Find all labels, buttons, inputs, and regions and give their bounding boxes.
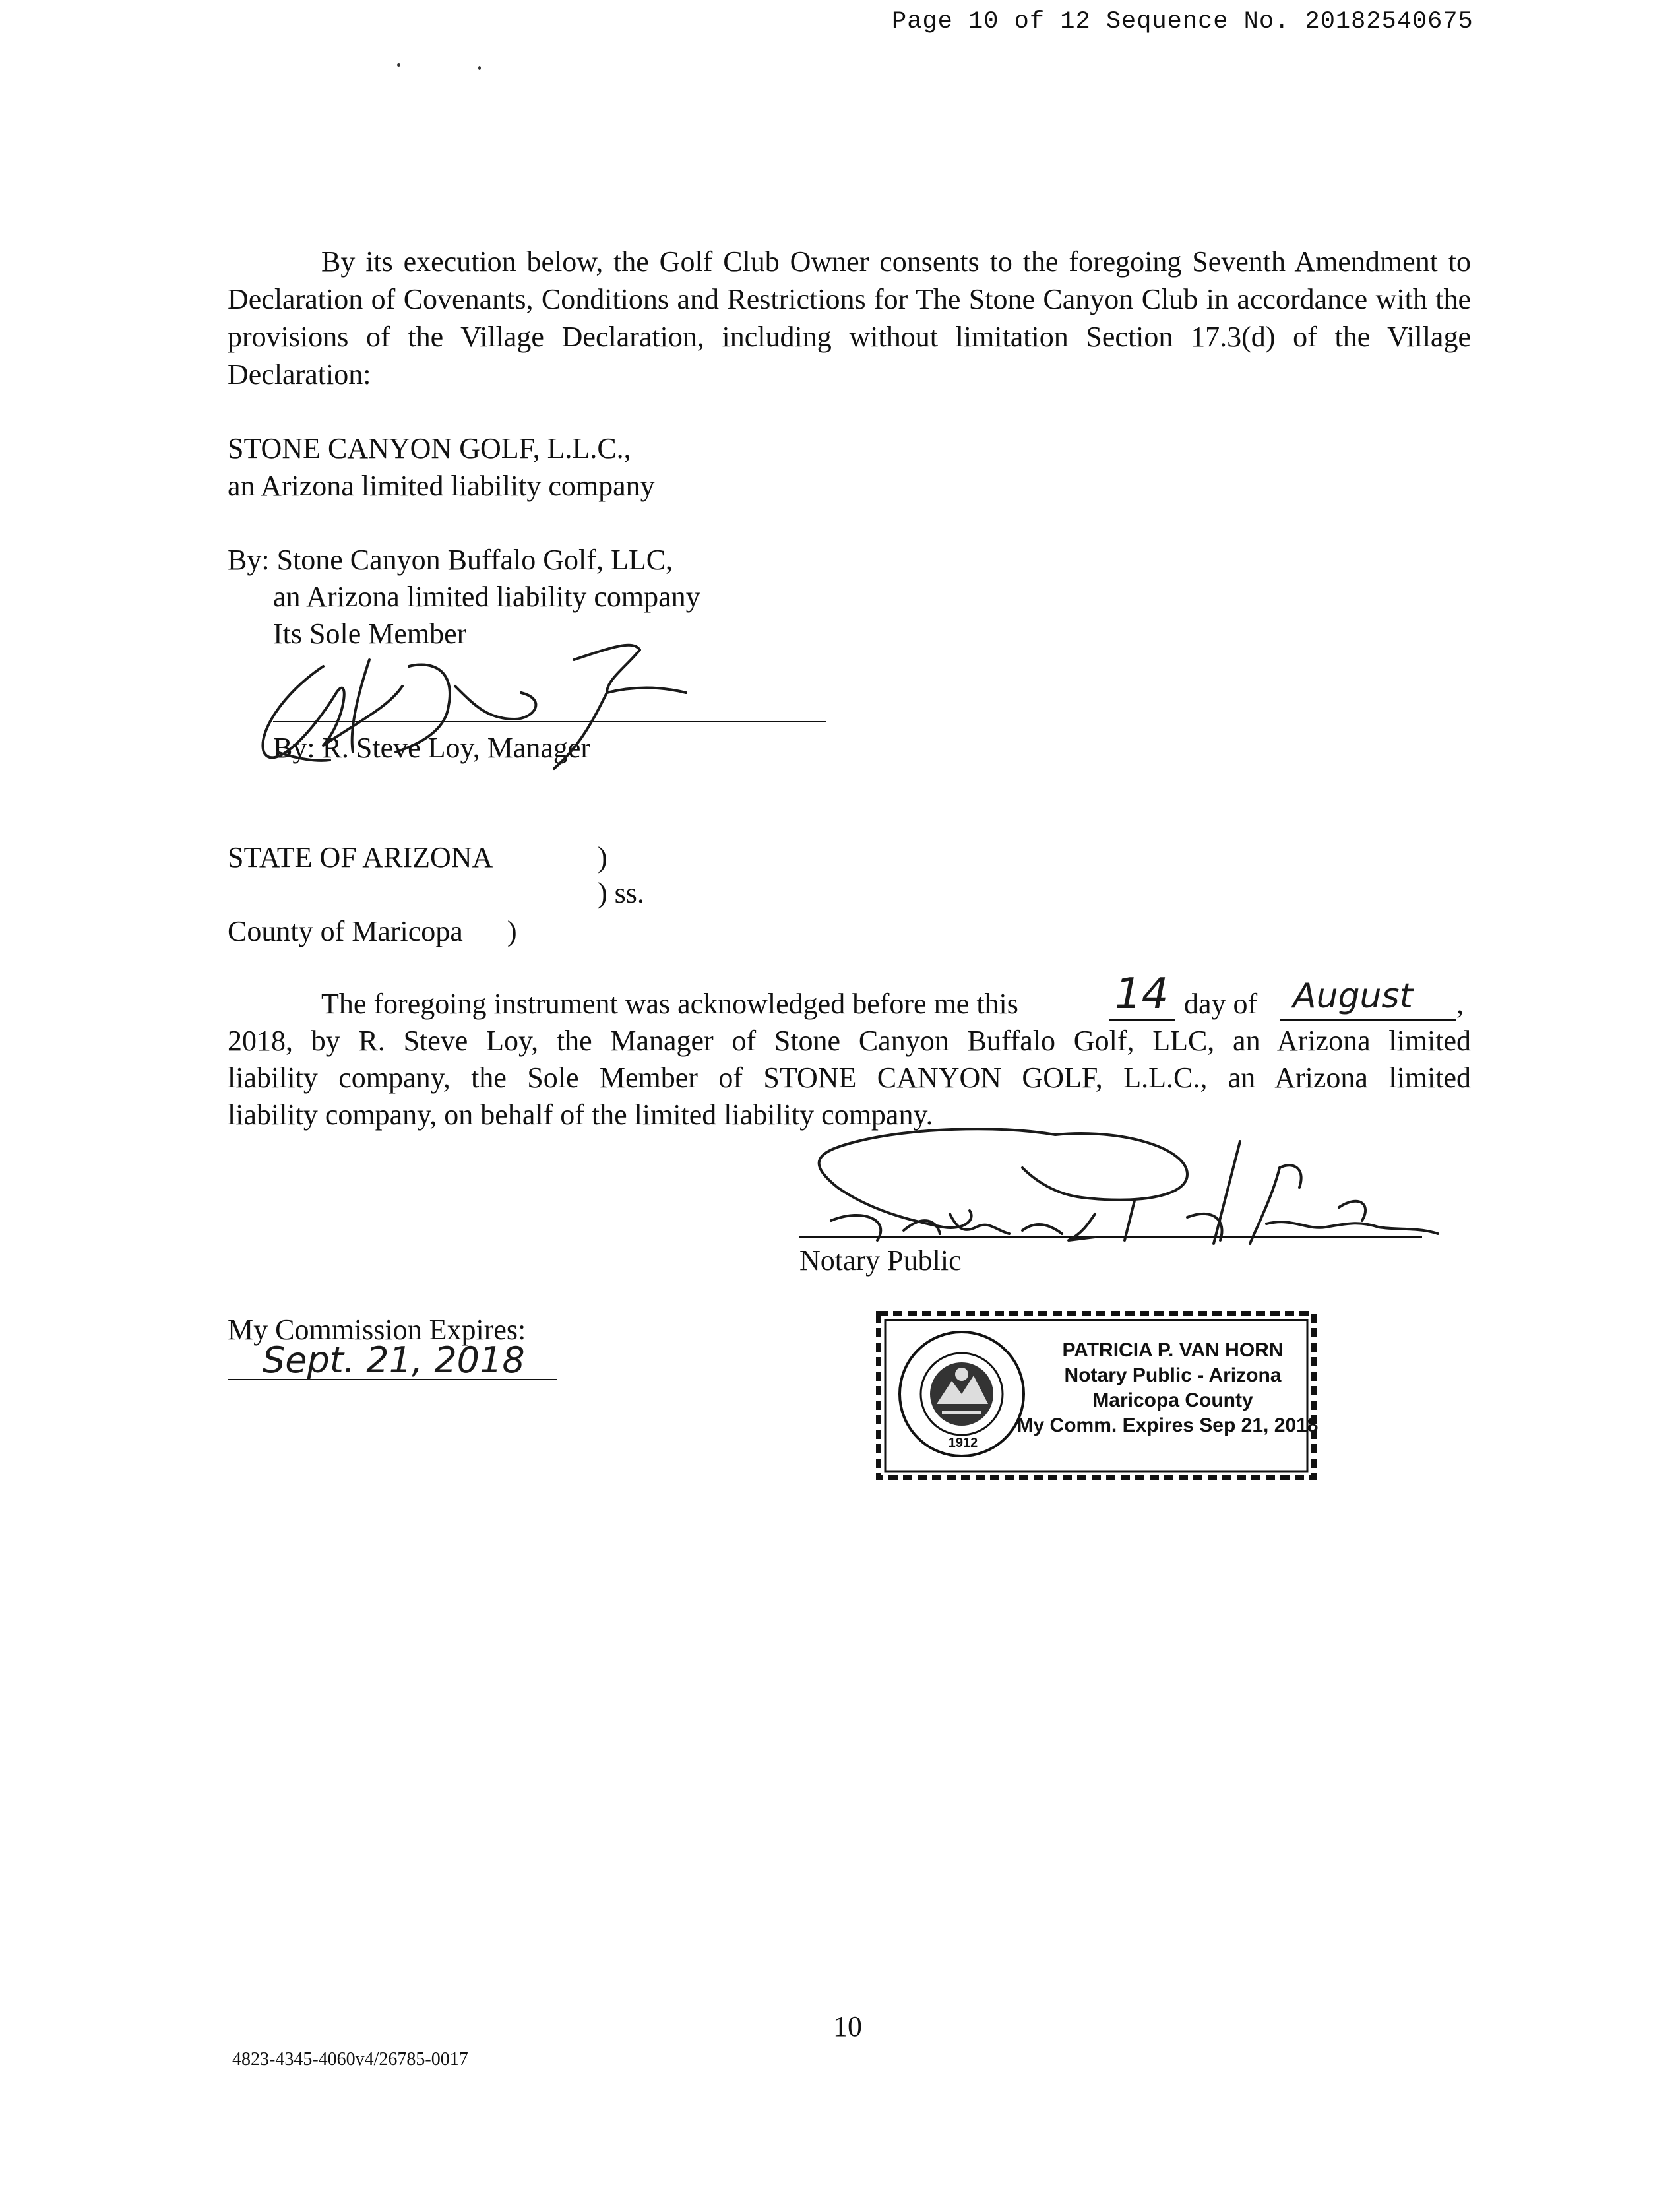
- entity-description: an Arizona limited liability company: [228, 470, 655, 502]
- page-number: 10: [833, 2010, 862, 2043]
- ack-comma: ,: [1456, 988, 1464, 1020]
- ack-line-4: liability company, on behalf of the limited liability company.: [228, 1098, 933, 1131]
- venue-paren-bottom: ): [507, 915, 517, 947]
- consent-paragraph: [228, 243, 1471, 393]
- state-venue: STATE OF ARIZONA: [228, 841, 493, 874]
- stamp-county: Maricopa County: [1092, 1389, 1253, 1411]
- ack-day-of: day of: [1184, 988, 1258, 1020]
- by-role: Its Sole Member: [273, 618, 467, 650]
- seal-year: 1912: [948, 1436, 978, 1450]
- notary-stamp: [869, 1304, 1323, 1487]
- venue-ss: ) ss.: [598, 877, 644, 909]
- scan-speck: [478, 66, 481, 70]
- manager-signer-line: By: R. Steve Loy, Manager: [273, 732, 591, 764]
- ack-lead: The foregoing instrument was acknowledged before me this: [321, 988, 1018, 1020]
- scan-speck: [397, 63, 400, 67]
- month-value: August: [1293, 976, 1413, 1016]
- stamp-title: Notary Public - Arizona: [1064, 1364, 1282, 1386]
- venue-paren-top: ): [598, 841, 607, 874]
- document-id: 4823-4345-4060v4/26785-0017: [232, 2049, 468, 2070]
- day-value: 14: [1115, 970, 1169, 1019]
- manager-signature: [237, 620, 699, 792]
- commission-value: Sept. 21, 2018: [263, 1339, 525, 1381]
- stamp-name: PATRICIA P. VAN HORN: [1062, 1339, 1284, 1361]
- stamp-expires: My Comm. Expires Sep 21, 2018: [1016, 1414, 1319, 1436]
- notary-signature: [712, 1089, 1451, 1254]
- month-blank-line: [1280, 1019, 1456, 1021]
- ack-line-3: liability company, the Sole Member of STONE CANYON GOLF, L.L.C., an Arizona limited: [228, 1062, 1471, 1094]
- county-venue: County of Maricopa: [228, 915, 463, 947]
- notary-public-title: Notary Public: [799, 1244, 962, 1277]
- by-description: an Arizona limited liability company: [273, 581, 700, 613]
- page-sequence-header: Page 10 of 12 Sequence No. 20182540675: [892, 8, 1474, 36]
- by-line: By: Stone Canyon Buffalo Golf, LLC,: [228, 544, 673, 576]
- day-blank-line: [1109, 1019, 1175, 1021]
- consent-text: By its execution below, the Golf Club Owner consents to the foregoing Seventh Amendment to Declaration of Covenants, Conditions and Restrictions for The Stone Canyon Club in accordance with the provisions of the Village Declaration, including without limitation Section 17.3(d) of the Village Declaration:: [228, 245, 1471, 391]
- ack-line-2: 2018, by R. Steve Loy, the Manager of Stone Canyon Buffalo Golf, LLC, an Arizona limited: [228, 1025, 1471, 1057]
- entity-name: STONE CANYON GOLF, L.L.C.,: [228, 432, 631, 464]
- commission-label: My Commission Expires:: [228, 1314, 526, 1346]
